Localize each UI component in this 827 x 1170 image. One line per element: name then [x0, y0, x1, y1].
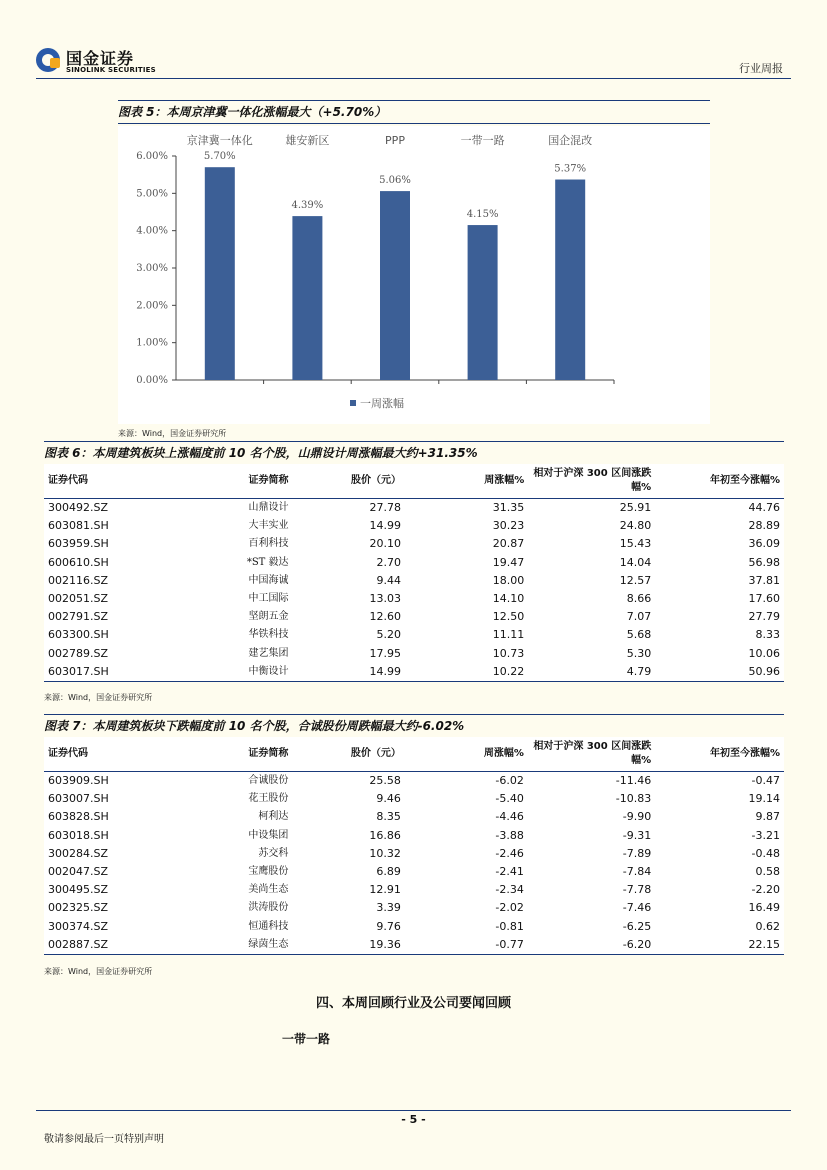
table7-top-losers — [44, 737, 784, 955]
table-cell: 25.58 — [369, 774, 401, 788]
table-cell: 14.99 — [293, 663, 405, 682]
data-label: 5.06% — [379, 175, 411, 187]
table-cell: 36.09 — [748, 537, 780, 551]
bar — [380, 191, 410, 380]
table-cell: -9.90 — [622, 810, 652, 824]
report-type-label: 行业周报 — [739, 62, 783, 75]
column-header: 证券简称 — [176, 464, 293, 499]
table-cell: 11.11 — [492, 628, 525, 642]
category-label: 一带一路 — [460, 134, 505, 147]
table-cell: 19.14 — [748, 792, 780, 806]
table-cell: 华铁科技 — [248, 629, 289, 641]
table-cell: 17.60 — [748, 592, 780, 606]
table-cell: 31.35 — [492, 501, 525, 515]
table-cell: 10.73 — [492, 646, 525, 660]
table-cell: 002791.SZ — [48, 610, 109, 624]
data-label: 5.70% — [203, 151, 236, 163]
table-cell: 10.32 — [369, 846, 401, 860]
table-cell: 22.15 — [655, 936, 784, 955]
y-tick-label: 4.00% — [136, 225, 168, 237]
table-cell: 山鼎设计 — [248, 502, 289, 514]
table-cell: 美尚生态 — [248, 884, 289, 896]
figure5-bar-chart — [118, 126, 710, 424]
table-cell: 8.33 — [755, 628, 780, 642]
table-row — [44, 899, 784, 917]
company-logo — [36, 46, 166, 80]
data-label: 5.37% — [554, 163, 587, 175]
legend-swatch — [350, 400, 356, 406]
table-cell: 建艺集团 — [248, 647, 289, 659]
table-row — [44, 517, 784, 535]
table-cell: -11.46 — [615, 774, 652, 788]
table-cell: 25.91 — [619, 501, 652, 515]
table-cell: 2.70 — [376, 555, 401, 569]
table-cell: 0.58 — [755, 865, 780, 879]
table-cell: 600610.SH — [48, 555, 109, 569]
category-label: PPP — [385, 134, 405, 147]
table-cell: 5.20 — [376, 628, 401, 642]
table-cell: -6.02 — [495, 774, 524, 788]
table-cell: 20.10 — [369, 537, 401, 551]
column-header: 股价（元） — [293, 464, 405, 499]
table-cell: 30.23 — [492, 519, 525, 533]
table-cell: 18.00 — [492, 573, 525, 587]
table-cell: 12.91 — [369, 883, 401, 897]
table-cell: 56.98 — [748, 555, 780, 569]
y-tick-label: 1.00% — [136, 337, 168, 349]
table-cell: -2.46 — [495, 846, 524, 860]
y-tick-label: 2.00% — [136, 300, 168, 312]
bar — [555, 180, 585, 380]
column-header: 年初至今涨幅% — [655, 737, 784, 772]
column-header: 周涨幅% — [405, 737, 528, 772]
table-cell: 002116.SZ — [48, 573, 109, 587]
table-cell: 花王股份 — [248, 793, 289, 805]
table-cell: 0.62 — [755, 919, 780, 933]
table-cell: 50.96 — [655, 663, 784, 682]
header-divider — [36, 78, 791, 79]
table-cell: 603828.SH — [48, 810, 109, 824]
table-cell: 宝鹰股份 — [248, 866, 289, 878]
table-cell: 300284.SZ — [48, 846, 109, 860]
table-cell: 合诚股份 — [248, 775, 289, 787]
subsection-title: 一带一路 — [282, 1032, 331, 1046]
column-header: 周涨幅% — [405, 464, 528, 499]
table-cell: 44.76 — [748, 501, 780, 515]
logo-chinese-name: 国金证券 — [66, 49, 135, 68]
column-header: 证券代码 — [44, 464, 176, 499]
table-cell: 绿茵生态 — [176, 936, 293, 955]
table-cell: -10.83 — [615, 792, 652, 806]
table-cell: -3.88 — [495, 828, 524, 842]
table-cell: 5.30 — [626, 646, 652, 660]
table-cell: 300374.SZ — [48, 919, 109, 933]
table-cell: 10.06 — [748, 646, 780, 660]
table-cell: 603959.SH — [48, 537, 109, 551]
table-row — [44, 808, 784, 826]
table-row — [44, 663, 784, 682]
table-cell: 恒通科技 — [248, 920, 289, 932]
table-cell: -0.77 — [405, 936, 528, 955]
table-cell: 603300.SH — [48, 628, 109, 642]
category-label: 京津冀一体化 — [186, 134, 253, 147]
table-row — [44, 645, 784, 663]
table-cell: -7.78 — [622, 883, 652, 897]
table6-header-row — [44, 464, 784, 499]
table-cell: 16.49 — [748, 901, 780, 915]
table-cell: 603007.SH — [48, 792, 109, 806]
table-cell: -2.34 — [495, 883, 524, 897]
column-header: 相对于沪深 300 区间涨跌幅% — [528, 737, 655, 772]
category-label: 国企混改 — [548, 134, 593, 147]
table-cell: 17.95 — [369, 646, 401, 660]
y-tick-label: 6.00% — [136, 151, 168, 162]
table-cell: -4.46 — [495, 810, 524, 824]
table6-source: 来源：Wind，国金证券研究所 — [44, 693, 153, 702]
category-label: 雄安新区 — [285, 134, 330, 147]
table-cell: 14.99 — [369, 519, 401, 533]
bar — [468, 225, 498, 380]
table-cell: 300492.SZ — [48, 501, 109, 515]
table-cell: 大丰实业 — [248, 520, 289, 532]
table-cell: -2.41 — [495, 865, 524, 879]
legend-label: 一周涨幅 — [360, 397, 404, 410]
table-row — [44, 608, 784, 626]
table-cell: -0.81 — [495, 919, 524, 933]
table-cell: 柯利达 — [258, 811, 289, 823]
column-header: 股价（元） — [292, 737, 404, 772]
logo-english-name: SINOLINK SECURITIES — [66, 66, 156, 74]
table6-top-gainers — [44, 464, 784, 682]
table-row — [44, 790, 784, 808]
table7-title: 图表 7：本周建筑板块下跌幅度前 10 名个股，合诚股份周跌幅最大约-6.02% — [44, 714, 784, 738]
y-tick-label: 0.00% — [136, 375, 168, 386]
table-row — [44, 845, 784, 863]
table-cell: 12.60 — [369, 610, 401, 624]
table-cell: 002887.SZ — [44, 936, 176, 955]
table-cell: 苏交科 — [258, 847, 289, 859]
table7-header-row — [44, 737, 784, 772]
data-label: 4.15% — [466, 209, 499, 221]
table-cell: 603017.SH — [44, 663, 176, 682]
table7-source: 来源：Wind，国金证券研究所 — [44, 967, 153, 976]
table-cell: 15.43 — [619, 537, 652, 551]
table-row — [44, 772, 784, 791]
table-cell: 中国海诚 — [248, 574, 289, 586]
table-cell: 37.81 — [748, 573, 780, 587]
table-cell: 002047.SZ — [48, 865, 109, 879]
table-cell: 9.44 — [376, 573, 401, 587]
table-row — [44, 572, 784, 590]
table-cell: -7.84 — [622, 865, 652, 879]
table-cell: 中衡设计 — [176, 663, 293, 682]
table-cell: 洪涛股份 — [248, 902, 289, 914]
column-header: 相对于沪深 300 区间涨跌幅% — [528, 464, 655, 499]
table-cell: -0.47 — [751, 774, 780, 788]
table-row — [44, 590, 784, 608]
table-cell: 8.66 — [626, 592, 652, 606]
table-cell: 中工国际 — [248, 593, 289, 605]
table-cell: 中设集团 — [248, 829, 289, 841]
table-cell: -7.46 — [622, 901, 652, 915]
table-row — [44, 626, 784, 644]
column-header: 证券简称 — [176, 737, 293, 772]
table-cell: -9.31 — [622, 828, 652, 842]
table-cell: 603909.SH — [48, 774, 109, 788]
table-cell: 5.68 — [626, 628, 652, 642]
table-row — [44, 827, 784, 845]
table-cell: 9.76 — [376, 919, 401, 933]
bar — [205, 167, 235, 380]
disclaimer-note: 敬请参阅最后一页特别声明 — [44, 1134, 164, 1145]
y-tick-label: 3.00% — [136, 263, 168, 274]
table-cell: -2.02 — [495, 901, 524, 915]
table-row — [44, 936, 784, 955]
table-cell: 12.50 — [492, 610, 525, 624]
table-cell: 002789.SZ — [48, 646, 109, 660]
table-row — [44, 881, 784, 899]
table-cell: 27.78 — [369, 501, 401, 515]
table-cell: *ST 毅达 — [246, 556, 289, 568]
table6-title: 图表 6：本周建筑板块上涨幅度前 10 名个股，山鼎设计周涨幅最大约+31.35% — [44, 441, 784, 465]
table-cell: 24.80 — [619, 519, 652, 533]
table-cell: 20.87 — [492, 537, 525, 551]
table-cell: 19.47 — [492, 555, 525, 569]
table-cell: -6.20 — [528, 936, 655, 955]
data-label: 4.39% — [291, 200, 324, 212]
table-cell: -5.40 — [495, 792, 524, 806]
table-row — [44, 554, 784, 572]
table-cell: -2.20 — [751, 883, 780, 897]
table-cell: 8.35 — [376, 810, 401, 824]
table-cell: -6.25 — [622, 919, 652, 933]
table-cell: 603018.SH — [48, 828, 109, 842]
table-cell: 9.87 — [755, 810, 780, 824]
table-row — [44, 863, 784, 881]
table-cell: 4.79 — [528, 663, 655, 682]
table-row — [44, 535, 784, 553]
table-cell: 19.36 — [292, 936, 404, 955]
table-cell: -7.89 — [622, 846, 652, 860]
y-tick-label: 5.00% — [136, 188, 168, 200]
logo-accent-icon — [50, 58, 60, 68]
figure5-title: 图表 5：本周京津冀一体化涨幅最大（+5.70%） — [118, 100, 710, 124]
column-header: 证券代码 — [44, 737, 176, 772]
table-cell: 9.46 — [376, 792, 401, 806]
table-cell: 28.89 — [748, 519, 780, 533]
column-header: 年初至今涨幅% — [655, 464, 784, 499]
table-cell: -3.21 — [751, 828, 780, 842]
table-cell: 12.57 — [619, 573, 652, 587]
table-row — [44, 918, 784, 936]
table-cell: 6.89 — [376, 865, 401, 879]
table-cell: 27.79 — [748, 610, 780, 624]
table-cell: 002051.SZ — [48, 592, 109, 606]
table-row — [44, 499, 784, 518]
table-cell: 7.07 — [626, 610, 652, 624]
table-cell: 14.10 — [492, 592, 525, 606]
page-number: - 5 - — [401, 1113, 426, 1126]
section-title: 四、本周回顾行业及公司要闻回顾 — [315, 996, 511, 1011]
chart-canvas — [118, 126, 710, 424]
table-cell: 002325.SZ — [48, 901, 109, 915]
table-cell: 坚朗五金 — [248, 611, 289, 623]
figure5-source: 来源：Wind，国金证券研究所 — [118, 429, 227, 438]
table-cell: 16.86 — [369, 828, 401, 842]
table-cell: 14.04 — [619, 555, 652, 569]
table-cell: -0.48 — [751, 846, 780, 860]
table-cell: 13.03 — [369, 592, 401, 606]
table-cell: 百利科技 — [248, 538, 289, 550]
bar — [292, 216, 322, 380]
table-cell: 3.39 — [376, 901, 401, 915]
table-cell: 10.22 — [405, 663, 528, 682]
table-cell: 300495.SZ — [48, 883, 109, 897]
table-cell: 603081.SH — [48, 519, 109, 533]
footer-divider — [36, 1110, 791, 1111]
